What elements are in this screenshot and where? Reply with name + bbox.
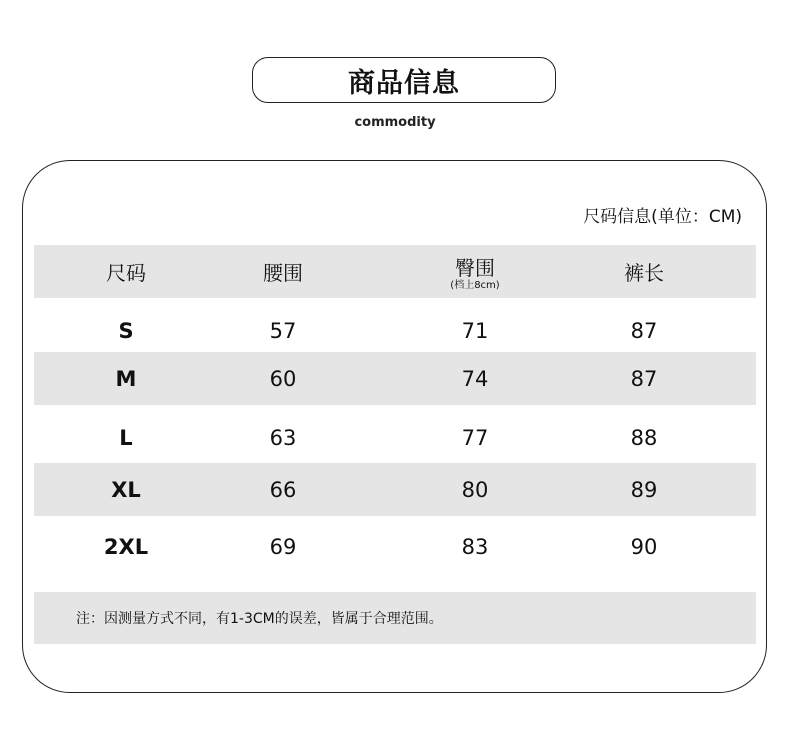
size-cell: L	[119, 425, 133, 450]
length-cell: 87	[630, 318, 658, 343]
hip-cell: 77	[461, 425, 489, 450]
table-row	[34, 352, 756, 405]
waist-cell: 69	[269, 534, 297, 559]
hip-cell: 83	[461, 534, 489, 559]
size-cell: M	[115, 366, 137, 391]
column-header-label: 尺码	[106, 261, 146, 285]
hip-cell: 74	[461, 366, 489, 391]
waist-cell: 57	[269, 318, 297, 343]
table-row	[34, 463, 756, 516]
measurement-note	[34, 592, 756, 644]
hip-cell: 80	[461, 477, 489, 502]
column-header-label: 臀围	[455, 255, 495, 280]
length-cell: 89	[630, 477, 658, 502]
length-cell: 90	[630, 534, 658, 559]
column-header-label: 裤长	[624, 261, 664, 285]
length-cell: 88	[630, 425, 658, 450]
column-header-hip	[405, 245, 545, 298]
title-banner	[252, 57, 556, 103]
length-cell: 87	[630, 366, 658, 391]
unit-note: 尺码信息(单位：CM)	[583, 207, 742, 227]
column-header-sublabel: (档上8cm)	[450, 279, 500, 291]
waist-cell: 66	[269, 477, 297, 502]
waist-cell: 63	[269, 425, 297, 450]
measurement-note-text: 注：因测量方式不同，有1-3CM的误差，皆属于合理范围。	[76, 611, 443, 627]
column-header-waist	[213, 245, 353, 298]
table-row	[34, 411, 756, 464]
hip-cell: 71	[461, 318, 489, 343]
size-cell: XL	[111, 477, 141, 502]
table-row	[34, 520, 756, 573]
size-cell: 2XL	[103, 534, 149, 559]
column-header-label: 腰围	[263, 261, 303, 285]
table-row	[34, 304, 756, 357]
waist-cell: 60	[269, 366, 297, 391]
size-cell: S	[118, 318, 134, 343]
table-header-row	[34, 245, 756, 298]
page-title: 商品信息	[348, 67, 460, 99]
page-subtitle: commodity	[354, 115, 436, 130]
column-header-length	[574, 245, 714, 298]
column-header-size	[56, 245, 196, 298]
